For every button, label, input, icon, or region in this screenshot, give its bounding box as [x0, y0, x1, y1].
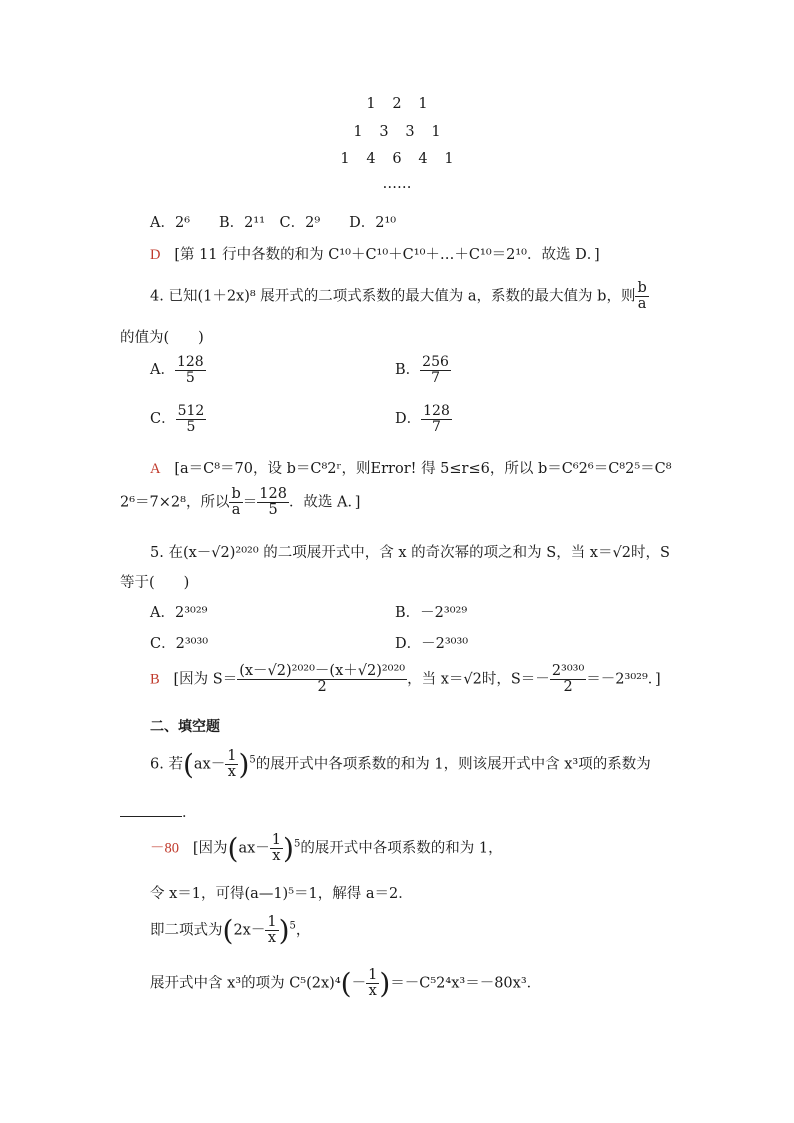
fraction-denominator: 5 — [268, 502, 278, 519]
fraction-denominator: x — [267, 930, 277, 946]
q6-answer-text: [因为 — [192, 840, 228, 857]
q4-option-a — [150, 355, 206, 385]
q6-fraction — [225, 749, 238, 780]
q5-answer-letter: B — [150, 671, 160, 688]
fraction-numerator: 1 — [267, 913, 277, 930]
q6-stem-text: 6. 若 — [150, 756, 183, 773]
q4-stem-text: 4. 已知(1＋2x)⁸ 展开式的二项式系数的最大值为 a，系数的最大值为 b，则 — [150, 288, 636, 305]
q6-answer-text: ， — [295, 922, 311, 939]
right-paren: ) — [379, 967, 391, 1000]
triangle-cell: 1 — [353, 124, 363, 140]
q6-answer-text: ＝－C⁵2⁴x³＝－80x³． — [390, 975, 542, 992]
q6-blank-line — [120, 801, 197, 822]
q6-answer-3 — [150, 914, 310, 947]
option-label: D． — [395, 411, 422, 428]
exponent: 5 — [293, 838, 301, 850]
q4-answer-text: [a＝C⁸＝70，设 b＝C⁸2ʳ，则Error! 得 5≤r≤6，所以 b＝C⁶2⁶＝C⁸2⁵＝C⁸ — [174, 461, 672, 477]
q3-answer-text: [第 11 行中各数的和为 C¹⁰＋C¹⁰＋C¹⁰＋…＋C¹⁰＝2¹⁰．故选 D．] — [174, 247, 600, 263]
triangle-cell: 2 — [392, 96, 402, 112]
q6-answer-text: 即二项式为 — [150, 922, 223, 939]
q4-answer-text: 2⁶＝7×2⁸，所以 — [120, 494, 230, 511]
fraction-denominator: 7 — [431, 369, 440, 386]
q5-stem-cont: 等于( ) — [120, 575, 190, 591]
q5-option-a: A．2³⁰²⁹ — [150, 605, 208, 621]
exponent: 5 — [249, 754, 256, 766]
fraction-numerator: 128 — [259, 486, 287, 502]
option-label: C． — [150, 411, 176, 428]
q4-answer-letter: A — [150, 461, 161, 477]
option-fraction — [175, 355, 206, 385]
q6-stem-text: 的展开式中各项系数的和为 1，则该展开式中含 x³项的系数为 — [255, 756, 651, 773]
right-paren: ) — [283, 832, 294, 865]
triangle-cell: 4 — [366, 151, 376, 167]
option-label: A． — [150, 362, 175, 379]
option-fraction — [420, 355, 451, 385]
fraction-denominator: a — [231, 502, 241, 519]
fraction-denominator: 7 — [432, 418, 441, 435]
q6-answer-value: －80 — [150, 840, 179, 857]
triangle-cell: 1 — [366, 96, 376, 112]
q5-option-b: B．－2³⁰²⁹ — [395, 605, 468, 621]
q6-expr: 2x－ — [233, 922, 266, 939]
q6-answer-2: 令 x＝1，可得(a—1)⁵＝1，解得 a＝2． — [150, 886, 413, 902]
fraction-numerator: b — [637, 280, 647, 296]
q4-option-b — [395, 355, 451, 385]
triangle-cell: 3 — [379, 124, 389, 140]
fraction-denominator: 5 — [185, 369, 195, 386]
q6-expr: ax－ — [193, 756, 226, 773]
option-fraction — [421, 404, 452, 434]
right-paren: ) — [278, 914, 290, 947]
q5-answer — [150, 664, 661, 695]
fraction-denominator: 2 — [563, 679, 573, 696]
fraction-numerator: b — [231, 486, 241, 502]
fraction-denominator: a — [637, 296, 647, 313]
q6-stem-end: ． — [182, 805, 197, 821]
q4-answer-fraction-ba — [229, 487, 242, 518]
q4-answer-fraction-value — [257, 487, 289, 518]
q6-fraction — [270, 833, 283, 864]
q5-answer-text: ＝－2³⁰²⁹．] — [586, 671, 661, 688]
fraction-numerator: 128 — [176, 354, 204, 370]
q3-options: A．2⁶ B．2¹¹ C．2⁹ D．2¹⁰ — [150, 215, 397, 231]
left-paren: ( — [182, 748, 194, 781]
q6-expr: － — [351, 975, 367, 992]
triangle-row-2 — [0, 124, 794, 140]
fraction-numerator: 2³⁰³⁰ — [551, 663, 585, 679]
option-fraction — [176, 404, 207, 434]
fraction-numerator: 512 — [177, 403, 205, 419]
q3-answer-letter: D — [150, 247, 161, 263]
fraction-numerator: 1 — [368, 966, 378, 983]
q6-answer-4 — [150, 967, 541, 1000]
q4-answer-text: ．故选 A．] — [288, 494, 361, 511]
q6-answer-text: 展开式中含 x³的项为 C⁵(2x)⁴ — [150, 975, 341, 992]
fraction-denominator: x — [368, 983, 377, 999]
left-paren: ( — [222, 914, 234, 947]
fraction-denominator: 2 — [317, 679, 327, 696]
q4-stem-cont: 的值为( ) — [120, 330, 204, 346]
triangle-dots: …… — [382, 176, 412, 192]
right-paren: ) — [238, 748, 250, 781]
q4-stem-fraction — [635, 281, 648, 312]
fraction-numerator: 1 — [271, 831, 281, 848]
left-paren: ( — [227, 832, 239, 865]
section-heading: 二、填空题 — [150, 719, 220, 735]
q6-stem — [150, 748, 651, 781]
triangle-cell: 1 — [431, 124, 441, 140]
q6-fraction — [265, 915, 278, 946]
q4-stem — [150, 281, 649, 312]
triangle-cell: 1 — [418, 96, 428, 112]
fraction-numerator: 256 — [422, 354, 449, 370]
q5-stem: 5. 在(x－√2)²⁰²⁰ 的二项展开式中，含 x 的奇次幂的项之和为 S，当 x＝√2时，S — [150, 545, 670, 561]
fraction-numerator: 1 — [227, 747, 237, 764]
q3-answer — [150, 243, 600, 264]
q5-answer-fraction — [237, 664, 407, 695]
q4-option-d — [395, 404, 452, 434]
exponent: 5 — [289, 920, 296, 932]
q4-option-c — [150, 404, 206, 434]
fraction-numerator: (x－√2)²⁰²⁰－(x＋√2)²⁰²⁰ — [239, 663, 406, 679]
q5-answer-fraction-2 — [550, 664, 586, 695]
triangle-row-1 — [0, 96, 794, 112]
triangle-cell: 6 — [392, 151, 402, 167]
q5-option-c: C．2³⁰³⁰ — [150, 636, 209, 652]
q6-fraction — [366, 968, 379, 999]
fraction-denominator: x — [227, 764, 236, 780]
triangle-cell: 1 — [444, 151, 454, 167]
fraction-denominator: 5 — [186, 418, 196, 435]
triangle-cell: 4 — [418, 151, 428, 167]
equals-sign: ＝ — [242, 494, 258, 511]
q6-expr: ax－ — [238, 840, 270, 857]
left-paren: ( — [340, 967, 352, 1000]
q5-answer-text: ，当 x＝√2时，S＝－ — [407, 671, 550, 688]
q4-answer-cont — [120, 487, 360, 518]
q6-answer-text: 的展开式中各项系数的和为 1， — [300, 840, 503, 857]
fraction-numerator: 128 — [423, 403, 450, 419]
triangle-cell: 1 — [340, 151, 350, 167]
triangle-row-3 — [0, 151, 794, 167]
triangle-cell: 3 — [405, 124, 415, 140]
option-label: B． — [395, 362, 421, 379]
q5-answer-text: [因为 S＝ — [173, 671, 238, 688]
answer-blank[interactable] — [120, 802, 182, 817]
fraction-denominator: x — [272, 848, 281, 864]
q4-answer — [150, 457, 672, 478]
q6-answer-1 — [150, 832, 503, 865]
q5-option-d: D．－2³⁰³⁰ — [395, 636, 469, 652]
